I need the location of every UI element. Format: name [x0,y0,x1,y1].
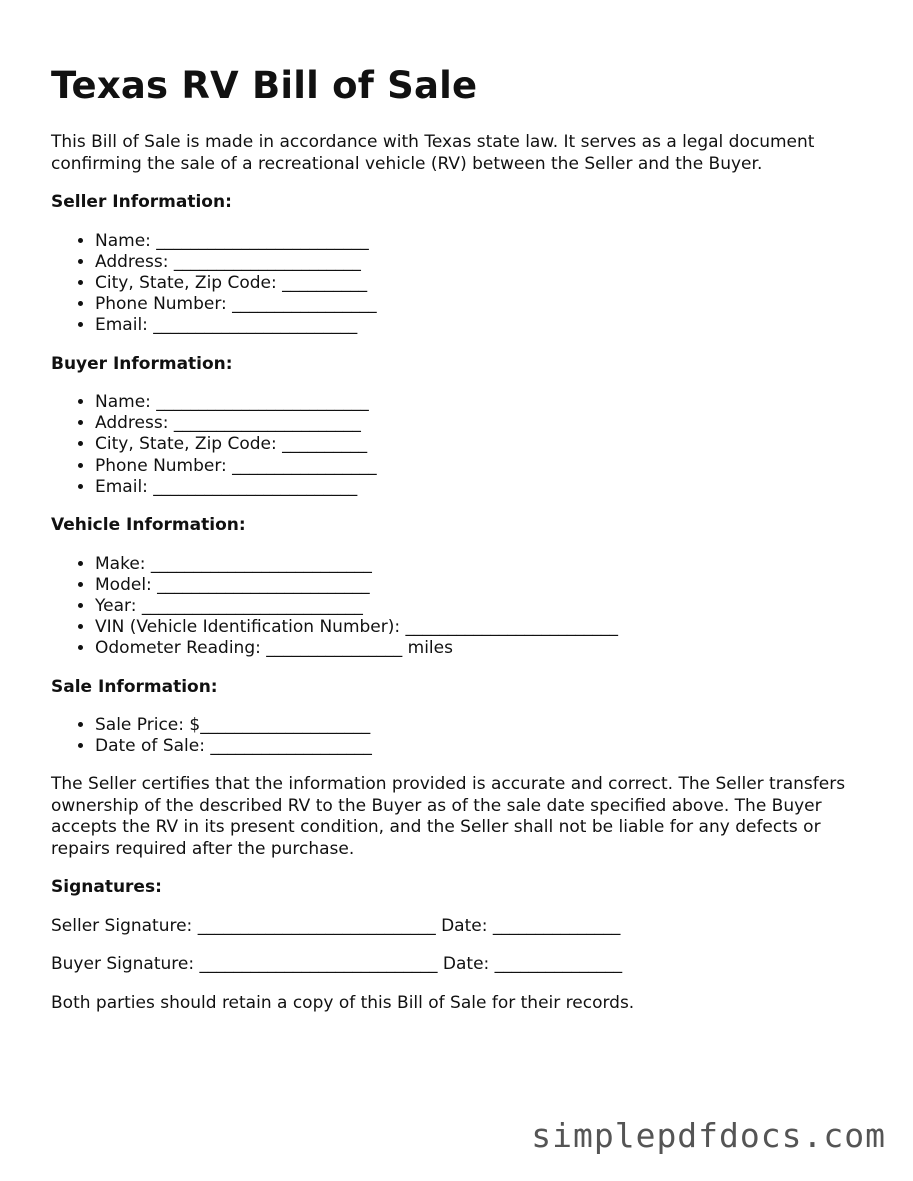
buyer-name-field: • Name: _________________________ [95,392,871,413]
buyer-signature-line: Buyer Signature: ____________________________ Date: _______________ [51,954,623,975]
vehicle-fields-list [51,554,871,660]
certification-paragraph: The Seller certifies that the information provided is accurate and correct. The Seller transfers ownership of the described RV to the Buyer as of the sale date specified above. The Buyer accepts the RV in its present condition, and the Seller shall not be liable for any defects or repairs required after the purchase. [51,774,846,859]
sale-date-field: • Date of Sale: ___________________ [95,736,871,757]
intro-paragraph: This Bill of Sale is made in accordance with Texas state law. It serves as a legal document confirming the sale of a recreational vehicle (RV) between the Seller and the Buyer. [51,132,815,174]
document-page [51,62,871,1014]
signatures-heading: Signatures: [51,877,162,898]
vehicle-model-field: • Model: _________________________ [95,575,871,596]
seller-fields-list [51,231,871,337]
buyer-address-field: • Address: ______________________ [95,413,871,434]
sale-price-field: • Sale Price: $____________________ [95,715,871,736]
seller-email-field: • Email: ________________________ [95,315,871,336]
sale-fields-list [51,715,871,757]
seller-signature-line: Seller Signature: ____________________________ Date: _______________ [51,915,621,936]
sale-heading: Sale Information: [51,676,218,697]
vehicle-odometer-field: • Odometer Reading: ________________ miles [95,638,871,659]
seller-heading: Seller Information: [51,192,232,212]
buyer-email-field: • Email: ________________________ [95,477,871,498]
seller-name-field: • Name: _________________________ [95,231,871,252]
watermark-text: simplepdfdocs.com [531,1116,886,1155]
vehicle-make-field: • Make: __________________________ [95,554,871,575]
buyer-city-state-zip-field: • City, State, Zip Code: __________ [95,434,871,455]
seller-phone-field: • Phone Number: _________________ [95,294,871,315]
vehicle-year-field: • Year: __________________________ [95,596,871,617]
buyer-heading: Buyer Information: [51,353,233,374]
vehicle-heading: Vehicle Information: [51,515,246,536]
buyer-phone-field: • Phone Number: _________________ [95,456,871,477]
buyer-fields-list [51,392,871,498]
seller-city-state-zip-field: • City, State, Zip Code: __________ [95,273,871,294]
closing-paragraph: Both parties should retain a copy of this Bill of Sale for their records. [51,992,635,1013]
vehicle-vin-field: • VIN (Vehicle Identification Number): _________________________ [95,617,871,638]
document-title: Texas RV Bill of Sale [51,64,478,107]
seller-address-field: • Address: ______________________ [95,252,871,273]
